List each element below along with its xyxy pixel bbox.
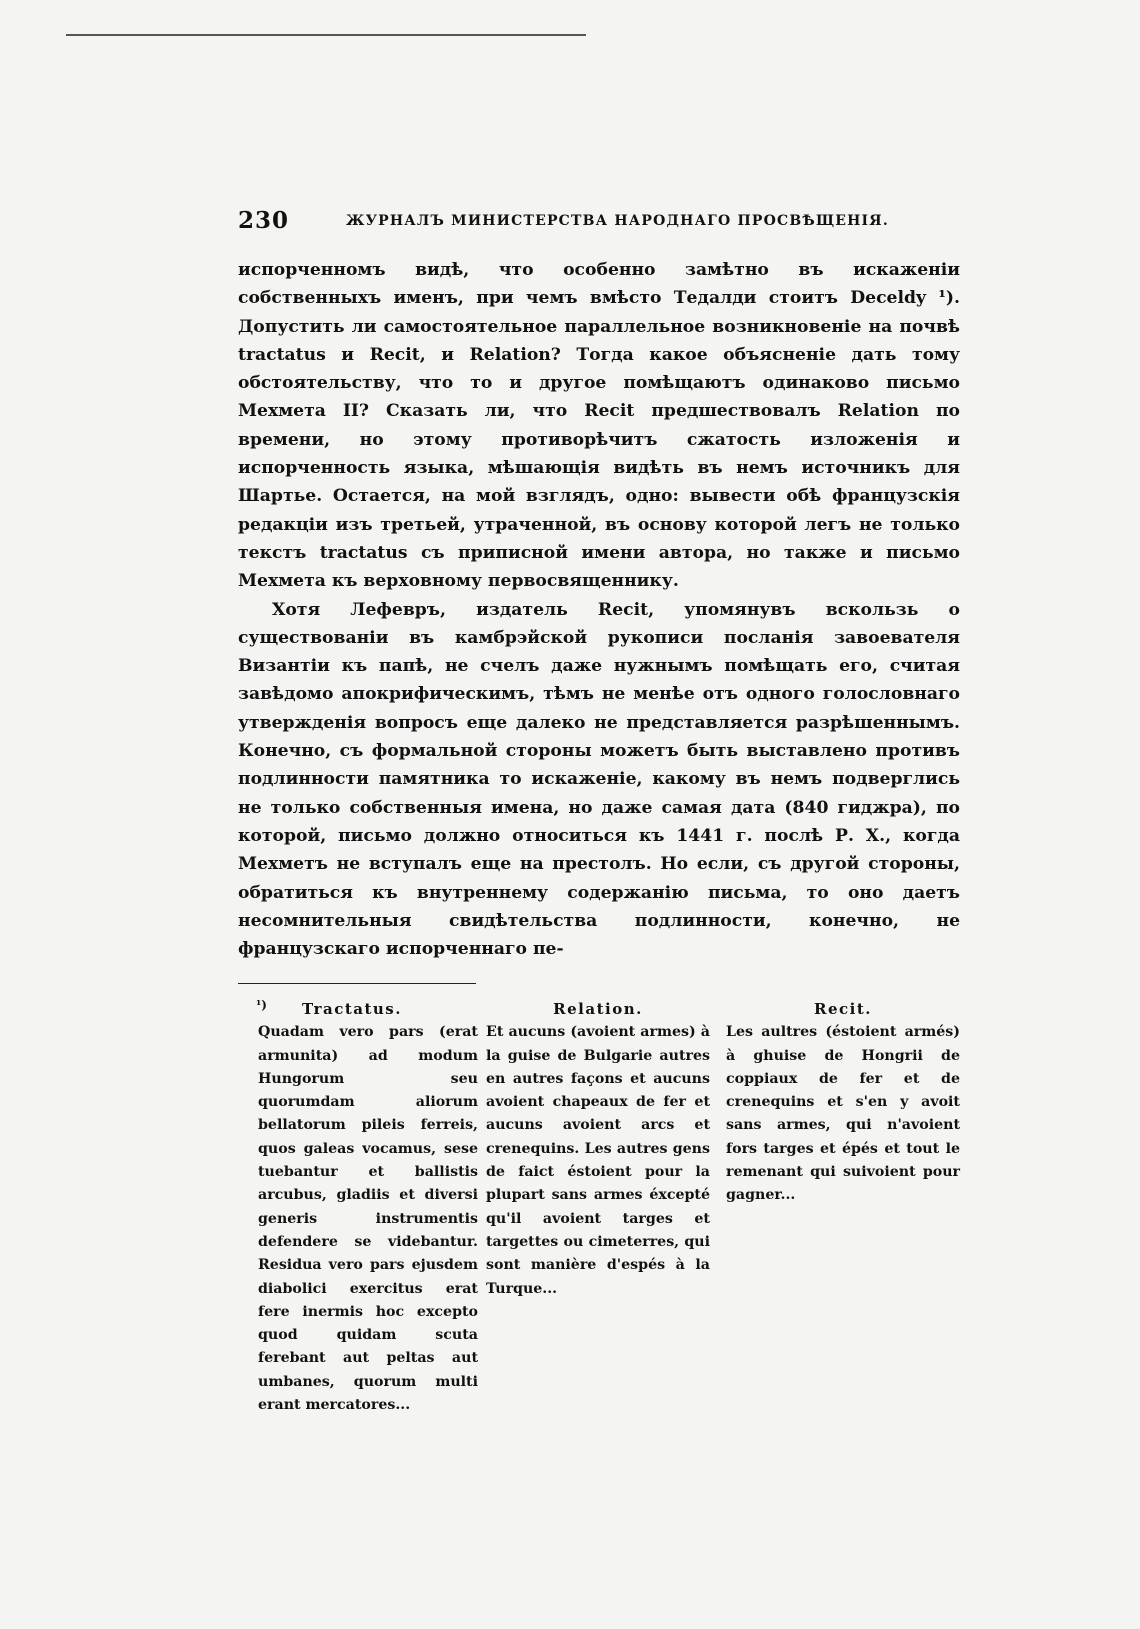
footnote-column-recit (726, 998, 960, 1208)
footnote-text-tractatus: Quadam vero pars (erat armunita) ad modum Hungorum seu quorumdam aliorum bellatorum pileis ferreis, quos galeas vocamus, sese tuebantur et ballistis arcubus, gladiis et diversi generis instrumentis defendere se videbantur. Residua vero pars ejusdem diabolici exercitus erat fere inermis hoc excepto quod quidam scuta ferebant aut peltas aut umbanes, quorum multi erant mercatores... (258, 1024, 478, 1414)
footnote-divider (238, 983, 476, 984)
page-number: 230 (238, 207, 290, 234)
body-paragraph-1: испорченномъ видѣ, что особенно замѣтно въ искаженіи собственныхъ именъ, при чемъ вмѣсто Тедалди стоитъ Deceldy ¹). Допустить ли самостоятельное параллельное возникновеніе на почвѣ tractatus и Recit, и Relation? Тогда какое объясненіе дать тому обстоятельству, что то и другое помѣщаютъ одинаково письмо Мехмета II? Сказать ли, что Recit предшествовалъ Relation по времени, но этому противорѣчитъ сжатость изложенія и испорченность языка, мѣшающія видѣть въ немъ источникъ для Шартье. Остается, на мой взглядъ, одно: вывести обѣ французскія редакціи изъ третьей, утраченной, въ основу которой легъ не только текстъ tractatus съ приписной имени автора, но также и письмо Мехмета къ верховному первосвященнику. (238, 260, 960, 592)
footnote-column-tractatus (258, 998, 478, 1417)
body-text (238, 256, 960, 963)
footnote-heading-tractatus: Tractatus. (302, 1000, 402, 1018)
footnote-text-relation: Et aucuns (avoient armes) à la guise de Bulgarie autres en autres façons et aucuns avoient chapeaux de fer et aucuns avoient arcs et crenequins. Les autres gens de faict éstoient pour la plupart sans armes éxcepté qu'il avoient targes et targettes ou cimeterres, qui sont manière d'espés à la Turque... (486, 1024, 710, 1297)
footnote-heading-recit: Recit. (814, 1000, 872, 1018)
footnote-text-recit: Les aultres (éstoient armés) à ghuise de Hongrii de coppiaux de fer et de crenequins et s'en y avoit sans armes, qui n'avoient fors targes et épés et tout le remenant qui suivoient pour gagner... (726, 1024, 960, 1204)
footnote-marker: ¹) (256, 998, 267, 1012)
footnote-column-relation (486, 998, 710, 1301)
scan-edge-rule (66, 34, 586, 36)
body-paragraph-2: Хотя Лефевръ, издатель Recit, упомянувъ вскользь о существованіи въ камбрэйской рукописи посланія завоевателя Византіи къ папѣ, не счелъ даже нужнымъ помѣщать его, считая завѣдомо апокрифическимъ, тѣмъ не менѣе отъ одного голословнаго утвержденія вопросъ еще далеко не представляется разрѣшеннымъ. Конечно, съ формальной стороны можетъ быть выставлено противъ подлинности памятника то искаженіе, какому въ немъ подверглись не только собственныя имена, но даже самая дата (840 гиджра), по которой, письмо должно относиться къ 1441 г. послѣ Р. Х., когда Мехметъ не вступалъ еще на престолъ. Но если, съ другой стороны, обратиться къ внутреннему содержанію письма, то оно даетъ несомнительныя свидѣтельства подлинности, конечно, не французскаго испорченнаго пе- (238, 599, 960, 960)
footnote-heading-relation: Relation. (553, 1000, 643, 1018)
running-title: ЖУРНАЛЪ МИНИСТЕРСТВА НАРОДНАГО ПРОСВѢЩЕНІЯ. (346, 213, 889, 229)
page-header (238, 207, 958, 237)
footnotes (238, 998, 960, 1414)
